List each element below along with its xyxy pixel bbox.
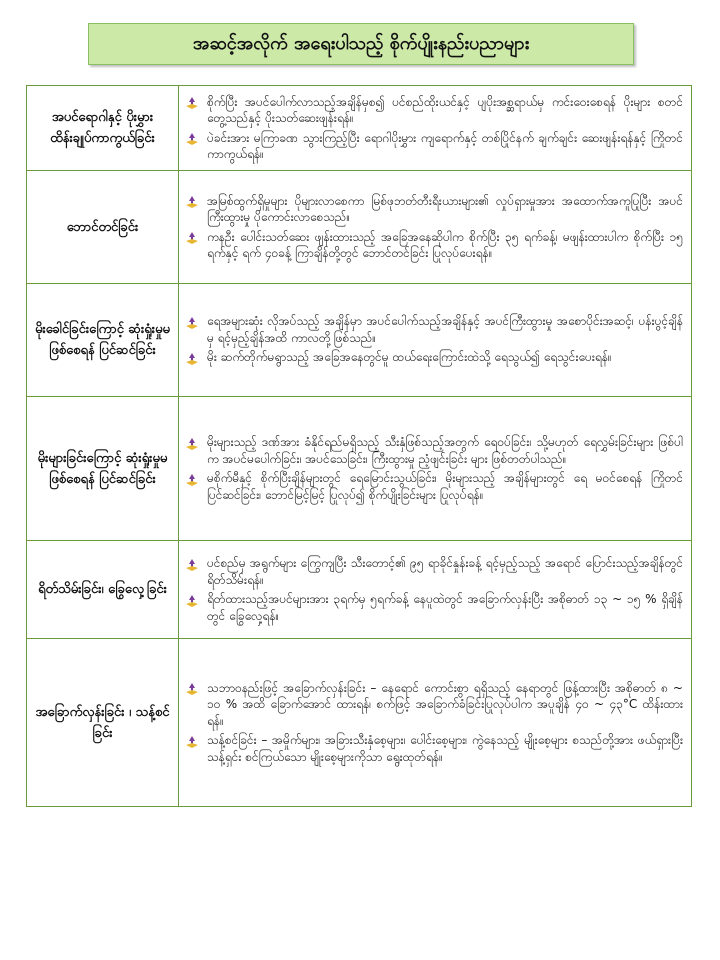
- arrow-bullet-icon: [185, 434, 207, 452]
- arrow-bullet-icon: [185, 555, 207, 573]
- bullet-item: [185, 229, 683, 262]
- table-row: [27, 86, 692, 171]
- bullet-text: သန့်စင်ခြင်း – အမှိုက်များ၊ အခြားသီးနှံစေ့များ၊ ပေါင်းစေ့များ၊ ကွဲနေသည့် မျိုးစေ့များ စသည်တို့အား ဖယ်ရှားပြီး သန့်ရှင်း စင်ကြယ်သော မျိုးစေ့များကိုသာ ရွေးထုတ်ရန်။: [207, 733, 683, 764]
- row-label: အခြောက်လှန်းခြင်း ၊ သန့်စင်ခြင်း: [27, 639, 179, 807]
- arrow-bullet-icon: [185, 313, 207, 331]
- bullet-item: [185, 680, 683, 730]
- row-label: ရိတ်သိမ်းခြင်း၊ ခြွေလှေ့ခြင်း: [27, 541, 179, 639]
- table-row: [27, 397, 692, 541]
- bullet-text: ကနဦး ပေါင်းသတ်ဆေး ဖျန်းထားသည့် အခြေအနေဆိုပါက စိုက်ပြီး ၃၅ ရက်ခန့်၊ မဖျန်းထားပါက စိုက်ပြီး ၁၅ ရက်နှင့် ရက် ၄၀ခန့် ကြာချိန်တို့တွင် ဘောင်တင်ခြင်း ပြုလုပ်ပေးရန်။: [207, 229, 683, 260]
- table-row: [27, 284, 692, 397]
- row-label: အပင်ရောဂါနှင့် ပိုးမွှား ထိန်းချုပ်ကာကွယ်ခြင်း: [27, 86, 179, 171]
- bullet-item: [185, 732, 683, 765]
- arrow-bullet-icon: [185, 94, 207, 112]
- row-content: [179, 397, 692, 541]
- bullet-text: ရိတ်ထားသည့်အပင်များအား ၃ရက်မှ ၅ရက်ခန့် နေပူထဲတွင် အခြောက်လှန်းပြီး အစိုဓာတ် ၁၃ ~ ၁၅ % ရှိချိန်တွင် ခြွေလှေ့ရန်။: [207, 592, 683, 623]
- arrow-bullet-icon: [185, 130, 207, 148]
- arrow-bullet-icon: [185, 732, 207, 750]
- row-content: [179, 86, 692, 171]
- bullet-item: [185, 591, 683, 624]
- arrow-bullet-icon: [185, 349, 207, 367]
- arrow-bullet-icon: [185, 680, 207, 698]
- row-content: [179, 541, 692, 639]
- bullet-text: မိုးများသည့် ဒဏ်အား ခံနိုင်ရည်မရှိသည့် သီးနှံဖြစ်သည့်အတွက် ရေဝပ်ခြင်း၊ သို့မဟုတ် ရေလွှမ်းခြင်းများ ဖြစ်ပါက အပင်မပေါက်ခြင်း၊ အပင်သေခြင်း၊ ကြီးထွားမှု ညံ့ဖျင်းခြင်း များ ဖြစ်တတ်ပါသည်။: [207, 435, 683, 466]
- row-label: ဘောင်တင်ခြင်း: [27, 171, 179, 284]
- bullet-item: [185, 94, 683, 127]
- arrow-bullet-icon: [185, 229, 207, 247]
- bullet-text: ရေအများဆုံး လိုအပ်သည့် အချိန်မှာ အပင်ပေါက်သည့်အချိန်နှင့် အပင်ကြီးထွားမှု အစောပိုင်းအဆင့်၊ ပန်းပွင့်ချိန်မှ ရင့်မှည့်ချိန်အထိ ကာလတို့ဖြစ်သည်။: [207, 314, 683, 345]
- bullet-text: အမြစ်ထွက်ရှိမှုများ ပိုများလာစေကာ မြစ်ဖုဘတ်တီးရီးယားများ၏ လှုပ်ရှားမှုအား အထောက်အကူပြုပြီး အပင်ကြီးထွားမှု ပိုကောင်းလာစေသည်။: [207, 193, 683, 224]
- row-content: [179, 639, 692, 807]
- bullet-item: [185, 470, 683, 503]
- techniques-table: [26, 85, 692, 807]
- page-title: အဆင့်အလိုက် အရေးပါသည့် စိုက်ပျိုးနည်းပညာများ: [88, 23, 634, 65]
- bullet-item: [185, 130, 683, 163]
- bullet-item: [185, 349, 683, 367]
- table-row: [27, 541, 692, 639]
- row-label: မိုးများခြင်းကြောင့် ဆုံးရှုံးမှုမဖြစ်စေရန် ပြင်ဆင်ခြင်း: [27, 397, 179, 541]
- arrow-bullet-icon: [185, 470, 207, 488]
- arrow-bullet-icon: [185, 193, 207, 211]
- row-content: [179, 284, 692, 397]
- table-row: [27, 639, 692, 807]
- bullet-text: မစိုက်မီနှင့် စိုက်ပြီးချိန်များတွင် ရေမြောင်းသွယ်ခြင်း၊ မိုးများသည့် အချိန်များတွင် ရေ မဝင်စေရန် ကြိုတင်ပြင်ဆင်ခြင်း၊ ဘောင်မြင့်မြင့် ပြုလုပ်၍ စိုက်ပျိုးခြင်းများ ပြုလုပ်ရန်။: [207, 471, 683, 502]
- bullet-text: စိုက်ပြီး အပင်ပေါက်လာသည့်အချိန်မှစ၍ ပင်စည်ထိုးယင်နှင့် ပျပိုးအစ္ဆရာယ်မှ ကင်းဝေးစေရန် ပိုးများ စတင်တွေ့သည်နှင့် ပိုးသတ်ဆေးဖျန်းရန်။: [207, 94, 683, 125]
- row-label: မိုးခေါင်ခြင်းကြောင့် ဆုံးရှုံးမှုမဖြစ်စေရန် ပြင်ဆင်ခြင်း: [27, 284, 179, 397]
- bullet-item: [185, 193, 683, 226]
- bullet-text: မိုး ဆက်တိုက်မရွာသည့် အခြေအနေတွင်မူ ထယ်ရေးကြောင်းထဲသို့ ရေသွယ်၍ ရေသွင်းပေးရန်။: [207, 350, 612, 364]
- bullet-text: ပဲခင်းအား မကြာခဏ သွားကြည့်ပြီး ရောဂါပိုးမွှား ကျရောက်နှင့် တစ်ပြိုင်နက် ချက်ချင်း ဆေးဖျန်းရန်နှင့် ကြိုတင်ကာကွယ်ရန်။: [207, 130, 683, 161]
- row-content: [179, 171, 692, 284]
- bullet-item: [185, 313, 683, 346]
- bullet-item: [185, 555, 683, 588]
- bullet-item: [185, 434, 683, 467]
- table-row: [27, 171, 692, 284]
- arrow-bullet-icon: [185, 591, 207, 609]
- bullet-text: သဘာဝနည်းဖြင့် အခြောက်လှန်းခြင်း – နေရောင် ကောင်းစွာ ရရှိသည့် နေရာတွင် ဖြန့်ထားပြီး အစိုဓာတ် ၈ ~ ၁၀ % အထိ ခြောက်အောင် ထားရန်၊ စက်ဖြင့် အခြောက်ခံခြင်းပြုလုပ်ပါက အပူချိန် ၄၀ ~ ၄၃°C ထိန်းထားရန်။: [207, 680, 683, 728]
- bullet-text: ပင်စည်မှ အရွက်များ ကြွေကျပြီး သီးတောင့်၏ ၉၅ ရာခိုင်နှုန်းခန့် ရင့်မှည့်သည့် အရောင် ပြောင်းသည့်အချိန်တွင် ရိတ်သိမ်းရန်။: [207, 556, 683, 587]
